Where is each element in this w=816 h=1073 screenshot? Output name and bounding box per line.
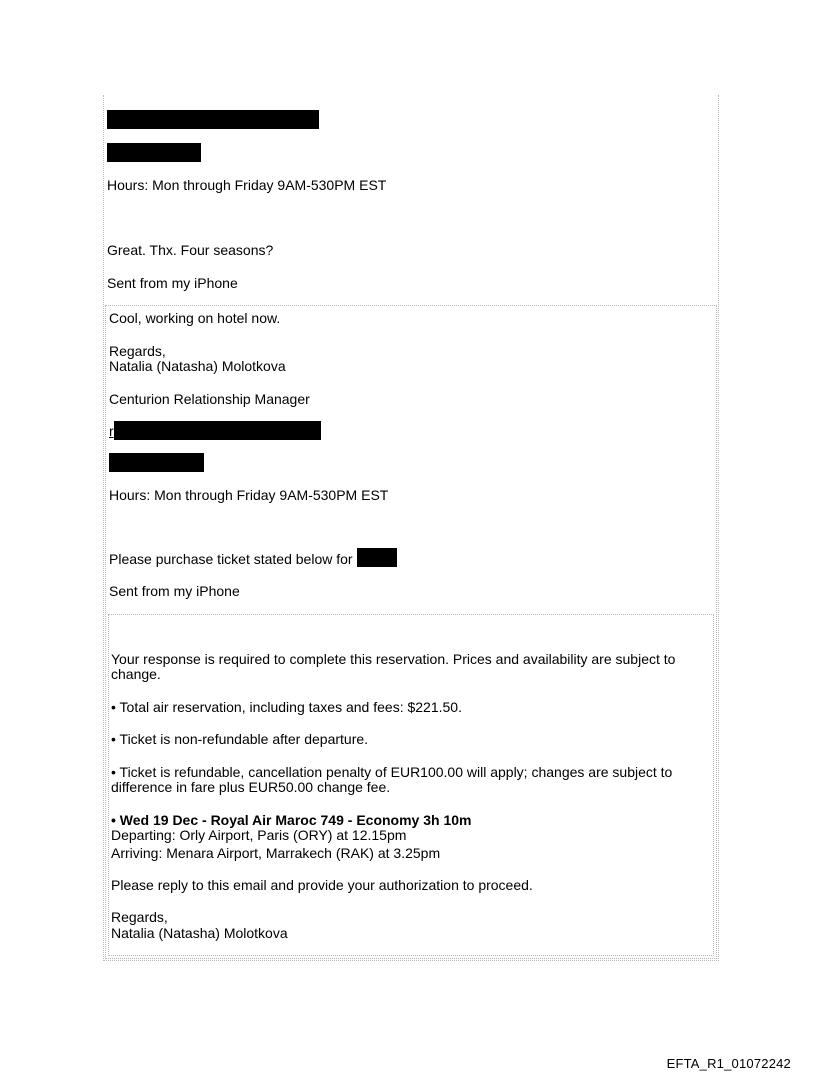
email-link-fragment[interactable]: r — [109, 423, 114, 439]
regards-text: Regards, — [109, 343, 166, 359]
signer-name: Natalia (Natasha) Molotkova — [109, 358, 286, 374]
regards-text: Regards, — [111, 909, 168, 925]
signer-name: Natalia (Natasha) Molotkova — [111, 925, 288, 941]
document-id: EFTA_R1_01072242 — [666, 1056, 791, 1071]
arriving-text: Arriving: Menara Airport, Marrakech (RAK) at 3.25pm — [111, 845, 441, 861]
hours-text: Hours: Mon through Friday 9AM-530PM EST — [109, 487, 389, 503]
redaction-block — [107, 143, 201, 162]
bullet-refundable: difference in fare plus EUR50.00 change fee. — [111, 779, 391, 795]
flight-header: • Wed 19 Dec - Royal Air Maroc 749 - Economy 3h 10m — [111, 812, 472, 828]
bullet-refundable: • Ticket is refundable, cancellation penalty of EUR100.00 will apply; changes are subject to — [111, 764, 673, 780]
bullet-nonrefundable: • Ticket is non-refundable after departure. — [111, 731, 369, 747]
redaction-block — [109, 453, 204, 472]
departing-text: Departing: Orly Airport, Paris (ORY) at 12.15pm — [111, 827, 407, 843]
redaction-block — [114, 421, 321, 440]
signer-title: Centurion Relationship Manager — [109, 391, 310, 407]
redaction-block — [107, 110, 319, 129]
reply-request: Please reply to this email and provide your authorization to proceed. — [111, 877, 533, 893]
sent-from-text: Sent from my iPhone — [107, 275, 238, 291]
request-text: Please purchase ticket stated below for — [109, 551, 353, 567]
sent-from-text: Sent from my iPhone — [109, 583, 240, 599]
redaction-block — [357, 548, 397, 567]
intro-line: change. — [111, 666, 161, 682]
reply-text: Great. Thx. Four seasons? — [107, 242, 274, 258]
intro-line: Your response is required to complete this reservation. Prices and availability are subject to — [111, 651, 676, 667]
email-body: Cool, working on hotel now. — [109, 310, 281, 326]
hours-text: Hours: Mon through Friday 9AM-530PM EST — [107, 177, 387, 193]
bullet-total: • Total air reservation, including taxes and fees: $221.50. — [111, 699, 462, 715]
